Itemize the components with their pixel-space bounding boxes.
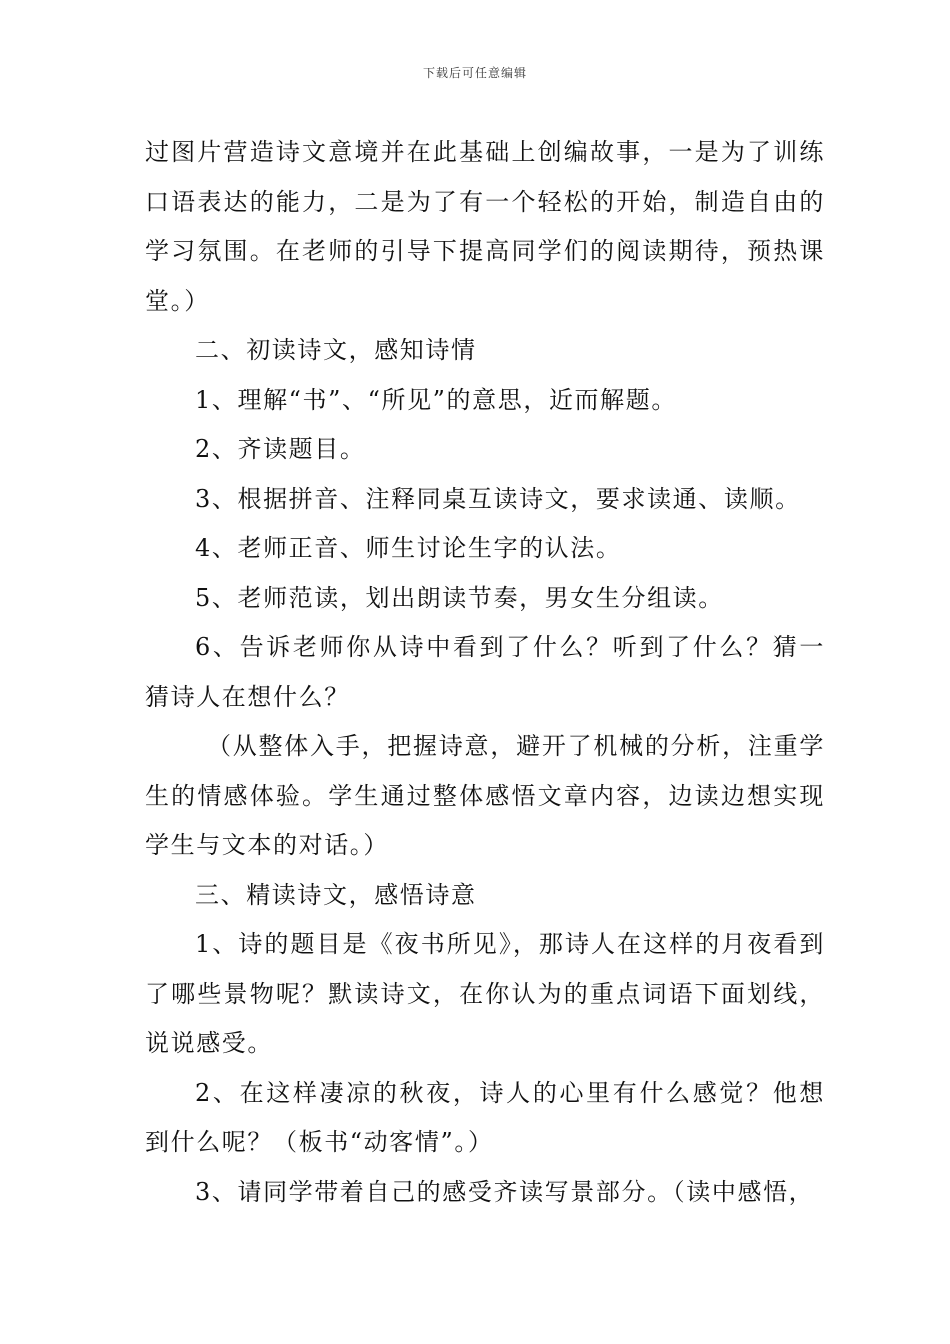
list-item: 2、齐读题目。: [195, 435, 366, 463]
list-item: 1、理解“书”、“所见”的意思，近而解题。: [195, 385, 677, 414]
page-header: 下载后可任意编辑: [422, 66, 527, 80]
commentary-paragraph: （从整体入手，把握诗意，避开了机械的分析，注重学生的情感体验。学生通过整体感悟文章内容，边读边想实现学生与文本的对话。）: [145, 732, 825, 859]
list-item: 5、老师范读，划出朗读节奏，男女生分组读。: [195, 583, 724, 612]
paragraph-continuation: 过图片营造诗文意境并在此基础上创编故事，一是为了训练口语表达的能力，二是为了有一个轻松的开始，制造自由的学习氛围。在老师的引导下提高同学们的阅读期待，预热课堂。）: [145, 138, 825, 315]
list-item: 2、在这样凄凉的秋夜，诗人的心里有什么感觉？他想到什么呢？（板书“动客情”。）: [145, 1078, 825, 1156]
section-heading-2: 二、初读诗文，感知诗情: [195, 336, 477, 364]
list-item: 1、诗的题目是《夜书所见》，那诗人在这样的月夜看到了哪些景物呢？默读诗文，在你认为的重点词语下面划线，说说感受。: [145, 930, 825, 1057]
list-item: 3、请同学带着自己的感受齐读写景部分。（读中感悟，: [195, 1177, 815, 1206]
list-item: 6、告诉老师你从诗中看到了什么？听到了什么？猜一猜诗人在想什么？: [145, 633, 825, 711]
list-item: 4、老师正音、师生讨论生字的认法。: [195, 534, 622, 562]
document-body: [145, 128, 825, 1217]
section-heading-3: 三、精读诗文，感悟诗意: [195, 880, 477, 909]
list-item: 3、根据拼音、注释同桌互读诗文，要求读通、读顺。: [195, 484, 801, 513]
